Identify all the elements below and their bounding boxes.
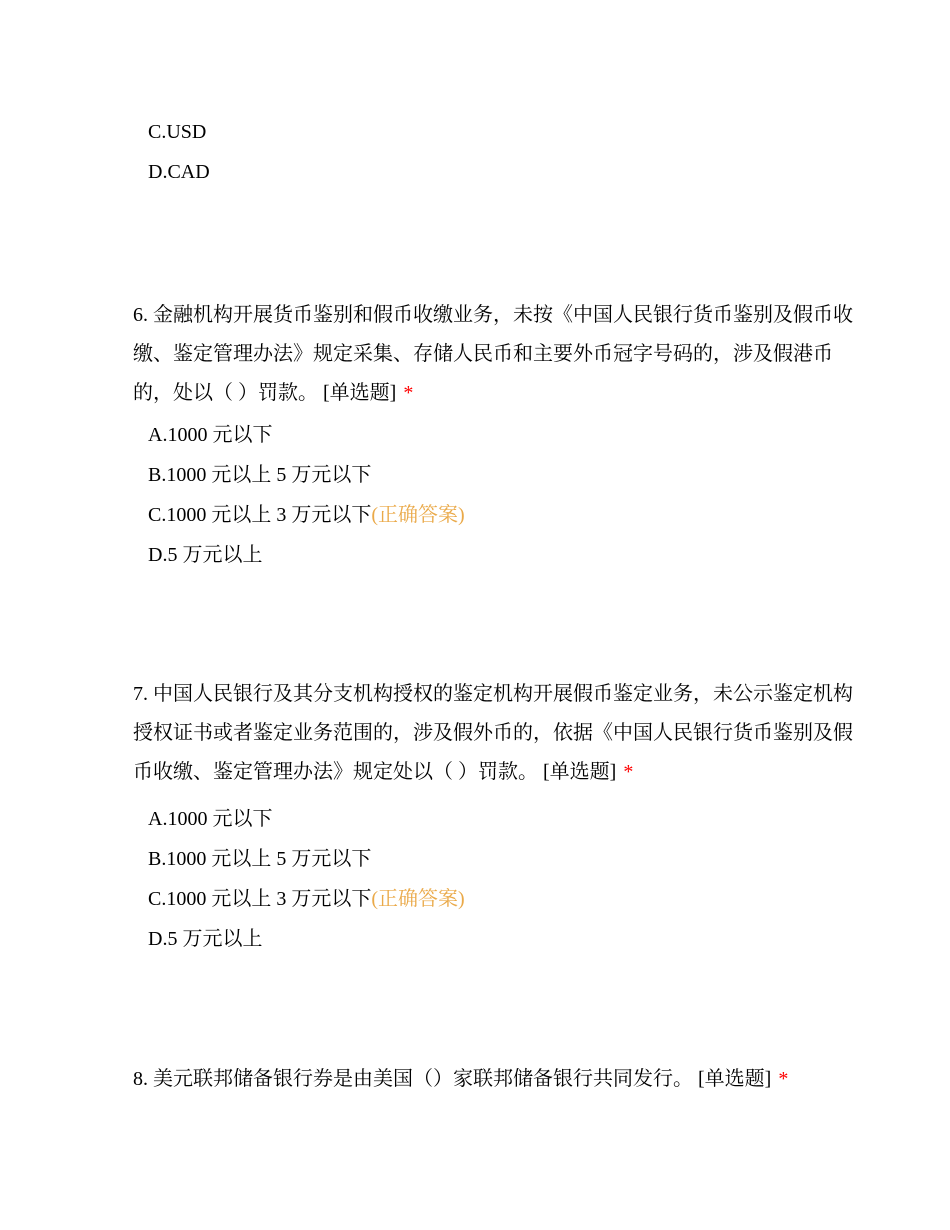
answer-option: C.USD xyxy=(148,121,207,143)
option-text: C.1000 元以上 3 万元以下 xyxy=(148,504,372,526)
answer-option: D.5 万元以上 xyxy=(148,928,263,950)
answer-option: D.CAD xyxy=(148,161,210,183)
stem-line xyxy=(133,374,853,413)
answer-option: A.1000 元以下 xyxy=(148,808,273,830)
answer-option xyxy=(148,495,465,535)
answer-option: B.1000 元以上 5 万元以下 xyxy=(148,464,372,486)
answer-option: D.5 万元以上 xyxy=(148,544,263,566)
question-7-options xyxy=(148,799,465,959)
stem-line xyxy=(133,753,853,792)
answer-option: A.1000 元以下 xyxy=(148,424,273,446)
question-8-stem xyxy=(133,1059,788,1099)
required-asterisk: * xyxy=(778,1068,789,1090)
stem-line xyxy=(133,1059,788,1099)
question-7-stem xyxy=(133,675,853,792)
option-text: C.1000 元以上 3 万元以下 xyxy=(148,888,372,910)
question-6-options xyxy=(148,415,465,575)
stem-line: 7. 中国人民银行及其分支机构授权的鉴定机构开展假币鉴定业务，未公示鉴定机构 xyxy=(133,683,853,705)
required-asterisk: * xyxy=(623,761,634,783)
previous-question-options xyxy=(148,112,210,192)
correct-answer-tag: (正确答案) xyxy=(371,504,465,526)
stem-line: 缴、鉴定管理办法》规定采集、存储人民币和主要外币冠字号码的，涉及假港币 xyxy=(133,343,833,365)
answer-option: B.1000 元以上 5 万元以下 xyxy=(148,848,372,870)
answer-option xyxy=(148,879,465,919)
stem-line-text: 币收缴、鉴定管理办法》规定处以（ ）罚款。 [单选题] xyxy=(133,761,617,783)
stem-line-text: 的，处以（ ）罚款。 [单选题] xyxy=(133,382,397,404)
stem-line-text: 8. 美元联邦储备银行券是由美国（）家联邦储备银行共同发行。 [单选题] xyxy=(133,1068,772,1090)
question-6-stem xyxy=(133,296,853,413)
stem-line: 授权证书或者鉴定业务范围的，涉及假外币的，依据《中国人民银行货币鉴别及假 xyxy=(133,722,853,744)
correct-answer-tag: (正确答案) xyxy=(371,888,465,910)
required-asterisk: * xyxy=(403,382,414,404)
stem-line: 6. 金融机构开展货币鉴别和假币收缴业务，未按《中国人民银行货币鉴别及假币收 xyxy=(133,304,853,326)
